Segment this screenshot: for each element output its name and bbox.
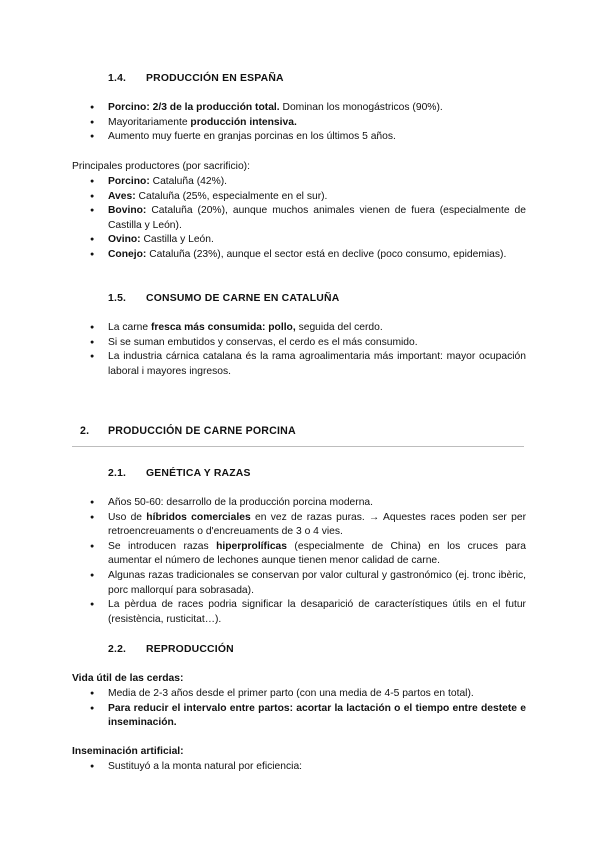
list-item: ● La pèrdua de races podria significar la desaparició de característiques útils en el futur (resistència, rusticitat…).: [72, 598, 526, 627]
section-title: PRODUCCIÓN EN ESPAÑA: [146, 73, 284, 84]
list-item: ● Porcino: Cataluña (42%).: [72, 175, 526, 190]
section-number: 2.1.: [108, 468, 127, 479]
list-item: ● Aumento muy fuerte en granjas porcinas en los últimos 5 años.: [72, 130, 526, 145]
list-item: ● Uso de híbridos comerciales en vez de razas puras. → Aquestes races poden ser per retroencreuaments o d'encreuaments de 3 o 4 vies.: [72, 511, 526, 540]
spain-production-list: [72, 101, 526, 145]
section-number: 2.2.: [108, 644, 127, 655]
list-item: ● Sustituyó a la monta natural por eficiencia:: [72, 760, 526, 775]
list-item: ● Aves: Cataluña (25%, especialmente en el sur).: [72, 190, 526, 205]
section-title: PRODUCCIÓN DE CARNE PORCINA: [108, 425, 296, 437]
section-title: GENÉTICA Y RAZAS: [146, 468, 251, 479]
list-item: ● La carne fresca más consumida: pollo, seguida del cerdo.: [72, 321, 526, 336]
list-item: ● Algunas razas tradicionales se conservan por valor cultural y gastronómico (ej. tronc ibèric, porc mallorquí para sobrasada).: [72, 569, 526, 598]
insemination-list: [72, 760, 526, 775]
list-item: ● Si se suman embutidos y conservas, el cerdo es el más consumido.: [72, 336, 526, 351]
section-divider: [72, 446, 524, 447]
list-item: ● Porcino: 2/3 de la producción total. Dominan los monogástricos (90%).: [72, 101, 526, 116]
section-number: 2.: [80, 425, 90, 437]
section-title: CONSUMO DE CARNE EN CATALUÑA: [146, 293, 340, 304]
list-item: ● Bovino: Cataluña (20%), aunque muchos animales vienen de fuera (especialmente de Castilla y León).: [72, 204, 526, 233]
catalonia-consumption-list: [72, 321, 526, 379]
producers-label: Principales productores (por sacrificio):: [72, 161, 250, 172]
producers-list: [72, 175, 526, 263]
sow-life-list: [72, 687, 526, 731]
list-item: ● Años 50-60: desarrollo de la producción porcina moderna.: [72, 496, 526, 511]
section-number: 1.4.: [108, 73, 127, 84]
section-2-1-heading: [108, 467, 251, 482]
list-item: ● Para reducir el intervalo entre partos: acortar la lactación o el tiempo entre destete e inseminación.: [72, 702, 526, 731]
genetics-list: [72, 496, 526, 627]
list-item: ● La industria cárnica catalana és la rama agroalimentaria más important: mayor ocupación laboral i mayores ingresos.: [72, 350, 526, 379]
list-item: ● Conejo: Cataluña (23%), aunque el sector está en declive (poco consumo, epidemias).: [72, 248, 526, 263]
list-item: ● Media de 2-3 años desde el primer parto (con una media de 4-5 partos en total).: [72, 687, 526, 702]
list-item: ● Se introducen razas hiperprolíficas (especialmente de China) en los cruces para aumentar el número de lechones aunque tienen menor calidad de carne.: [72, 540, 526, 569]
section-1-5-heading: [108, 292, 339, 307]
section-title: REPRODUCCIÓN: [146, 644, 234, 655]
list-item: ● Mayoritariamente producción intensiva.: [72, 116, 526, 131]
insemination-label: Inseminación artificial:: [72, 746, 184, 757]
section-2-2-heading: [108, 643, 234, 658]
list-item: ● Ovino: Castilla y León.: [72, 233, 526, 248]
section-number: 1.5.: [108, 293, 127, 304]
section-1-4-heading: [108, 72, 284, 87]
section-2-heading: [80, 424, 296, 439]
sow-life-label: Vida útil de las cerdas:: [72, 673, 184, 684]
